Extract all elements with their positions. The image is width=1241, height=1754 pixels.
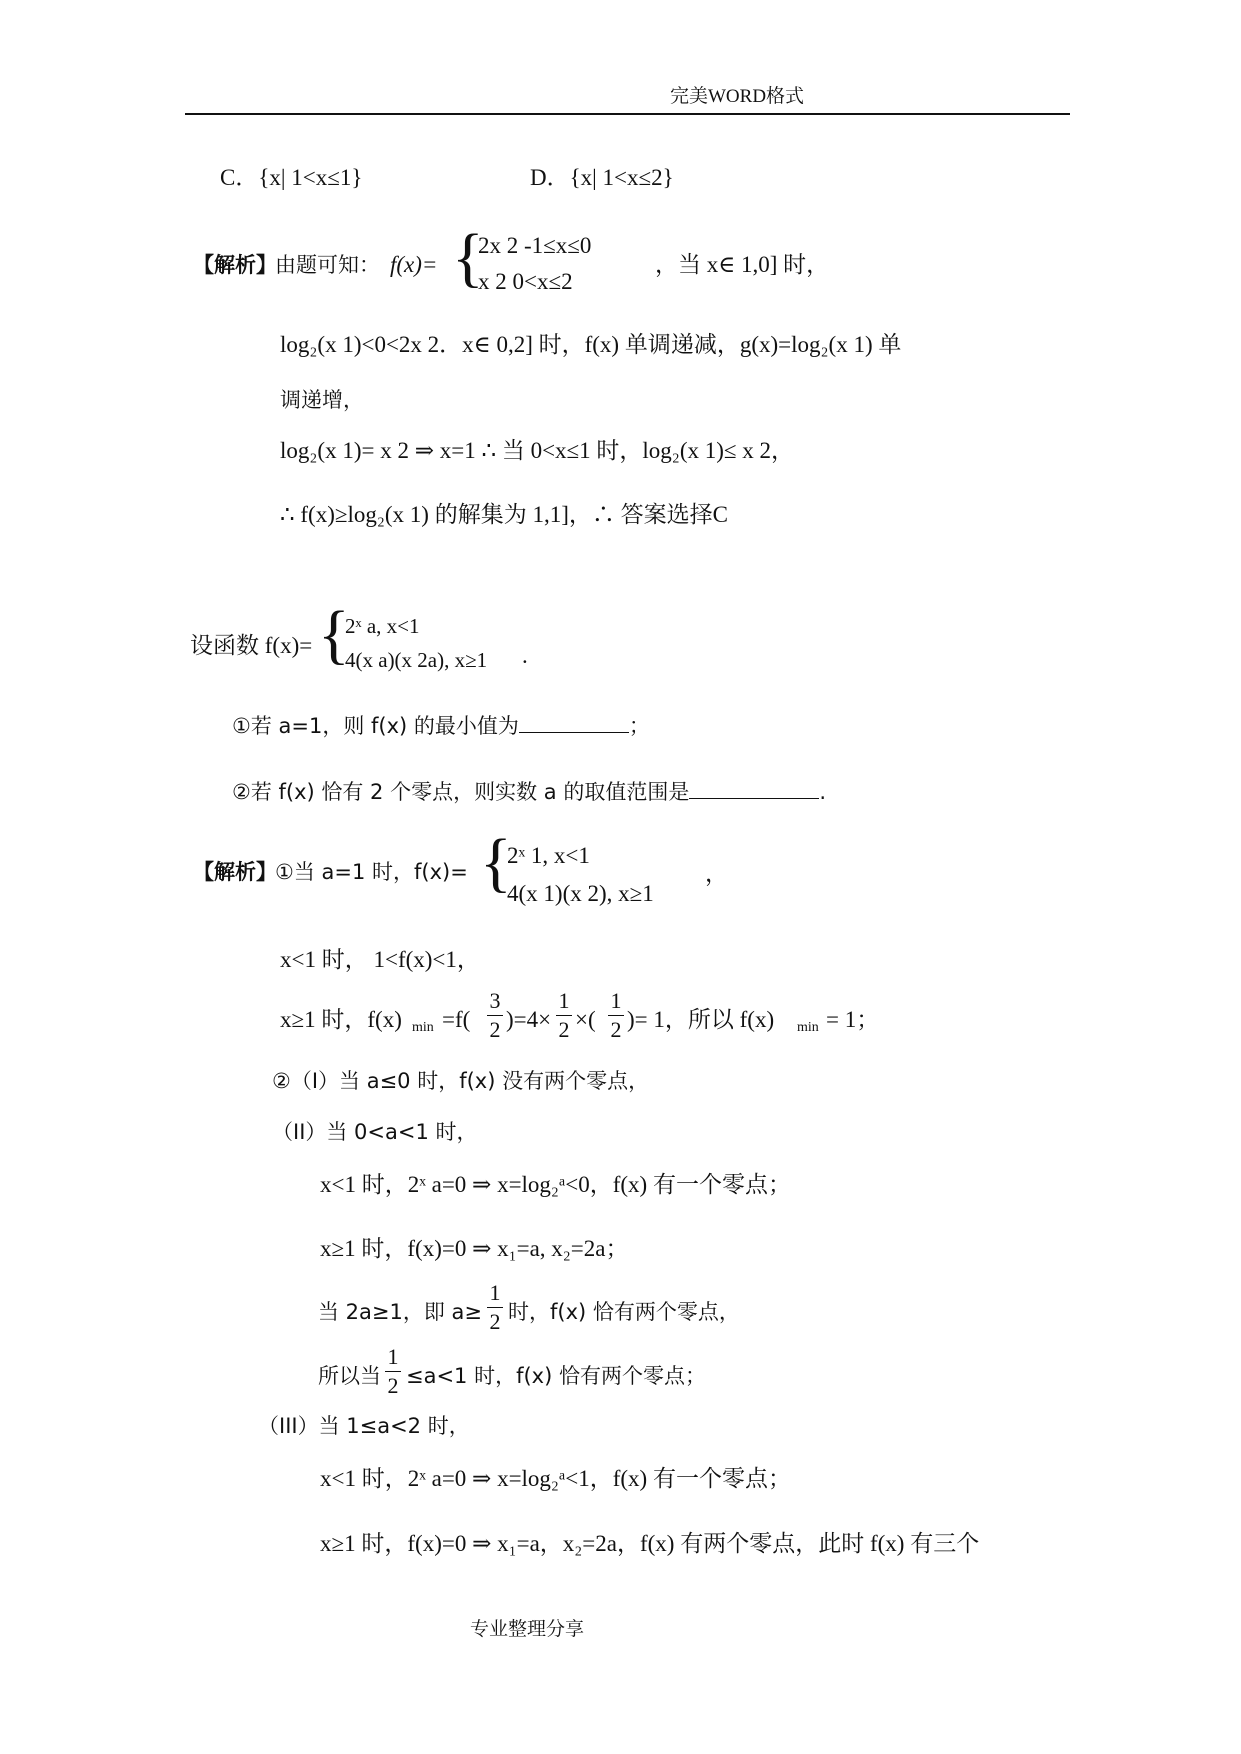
solution-case-1: 2ˣ 1, x<1: [507, 843, 590, 868]
option-d: D．{x| 1<x≤2}: [530, 165, 674, 190]
solution-line-3e: )= 1，所以 f(x): [627, 1007, 775, 1032]
solution-line-3f: = 1；: [826, 1007, 880, 1032]
problem-2-part-2: [232, 780, 826, 805]
solution-line-3c: )=4×: [506, 1007, 552, 1032]
frac-num-1b: 1: [610, 988, 622, 1013]
analysis-line-3: 调递增，: [280, 388, 364, 412]
solution-line-11: x<1 时，2ˣ a=0 ⇒ x=log₂ᵃ<1，f(x) 有一个零点；: [320, 1466, 791, 1491]
fraction-1-2a: [556, 988, 572, 1043]
solution-case-end: ，: [705, 861, 728, 886]
part-1-end: ；: [628, 714, 650, 738]
solution-line-8b: 时，f(x) 恰有两个零点，: [508, 1300, 740, 1324]
analysis-intro-1: 由题可知：: [275, 253, 380, 277]
solution-line-10: （III）当 1≤a<2 时，: [258, 1414, 470, 1438]
solution-line-2: x<1 时， 1<f(x)<1，: [280, 947, 480, 972]
problem-2-case-2: 4(x a)(x 2a), x≥1: [345, 648, 488, 672]
part-1-text: ①若 a=1，则 f(x) 的最小值为: [232, 714, 519, 738]
piecewise-case-1a: 2x 2 -1≤x≤0: [478, 233, 592, 258]
frac-den-2: 2: [489, 1017, 501, 1042]
frac-num-1a: 1: [558, 988, 570, 1013]
solution-line-6: x<1 时，2ˣ a=0 ⇒ x=log₂ᵃ<0，f(x) 有一个零点；: [320, 1172, 791, 1197]
option-c: C．{x| 1<x≤1}: [220, 165, 363, 190]
piecewise-case-1b: x 2 0<x≤2: [478, 269, 573, 294]
frac-den-2a: 2: [558, 1017, 570, 1042]
solution-line-3b: =f(: [442, 1007, 471, 1032]
solution-line-7: x≥1 时，f(x)=0 ⇒ x₁=a, x₂=2a；: [320, 1236, 629, 1261]
problem-2-intro: 设函数 f(x)=: [190, 633, 313, 658]
frac-den-2c: 2: [489, 1309, 501, 1334]
answer-blank-1: [519, 714, 629, 733]
solution-line-12: x≥1 时，f(x)=0 ⇒ x₁=a，x₂=2a，f(x) 有两个零点，此时 f(x) 有三个: [320, 1531, 980, 1556]
part-2-text: ②若 f(x) 恰有 2 个零点，则实数 a 的取值范围是: [232, 780, 690, 804]
solution-brace: {: [480, 826, 512, 899]
solution-line-8a: 当 2a≥1，即 a≥: [318, 1300, 483, 1324]
frac-den-2d: 2: [387, 1373, 399, 1398]
solution-min-sub-1: min: [412, 1020, 434, 1035]
analysis-line-2: log₂(x 1)<0<2x 2．x∈ 0,2] 时，f(x) 单调递减，g(x)=log₂(x 1) 单: [280, 332, 902, 357]
fraction-1-2c: [487, 1280, 503, 1335]
frac-den-2b: 2: [610, 1017, 622, 1042]
piecewise-brace-1: {: [452, 221, 484, 294]
fraction-3-2: [487, 988, 503, 1043]
analysis-label-2: 【解析】: [193, 860, 277, 884]
page-header: 完美WORD格式: [670, 86, 805, 107]
answer-blank-2: [689, 780, 819, 799]
solution-line-3d: ×(: [575, 1007, 596, 1032]
fraction-1-2d: [385, 1344, 401, 1399]
problem-2-case-1: 2ˣ a, x<1: [345, 614, 420, 638]
frac-num-1d: 1: [387, 1344, 399, 1369]
problem-2-part-1: [232, 714, 650, 739]
page-footer: 专业整理分享: [470, 1618, 585, 1640]
frac-num-1c: 1: [489, 1280, 501, 1305]
problem-2-end: .: [522, 643, 528, 668]
analysis-line-5: ∴ f(x)≥log₂(x 1) 的解集为 1,1]，∴ 答案选择C: [280, 502, 728, 527]
solution-line-9a: 所以当: [318, 1364, 381, 1388]
analysis-label-1: 【解析】: [193, 253, 277, 277]
fraction-1-2b: [608, 988, 624, 1043]
solution-case-2: 4(x 1)(x 2), x≥1: [507, 881, 654, 906]
solution-line-9b: ≤a<1 时，f(x) 恰有两个零点；: [406, 1364, 706, 1388]
solution-line-5: （II）当 0<a<1 时，: [272, 1120, 478, 1144]
analysis-line-4: log₂(x 1)= x 2 ⇒ x=1 ∴ 当 0<x≤1 时，log₂(x 1)≤ x 2，: [280, 438, 795, 463]
analysis-when-1: ，当 x∈ 1,0] 时，: [655, 252, 830, 277]
part-2-end: .: [819, 780, 826, 804]
problem-2-brace: {: [318, 598, 350, 671]
solution-min-sub-2: min: [797, 1020, 819, 1035]
header-rule: [185, 113, 1070, 115]
solution-1a: ①当 a=1 时，f(x)=: [275, 860, 468, 884]
piecewise-fx-1: f(x)=: [390, 252, 438, 277]
solution-line-3a: x≥1 时，f(x): [280, 1007, 402, 1032]
frac-num-3: 3: [489, 988, 501, 1013]
solution-line-4: ②（I）当 a≤0 时，f(x) 没有两个零点，: [272, 1069, 650, 1093]
